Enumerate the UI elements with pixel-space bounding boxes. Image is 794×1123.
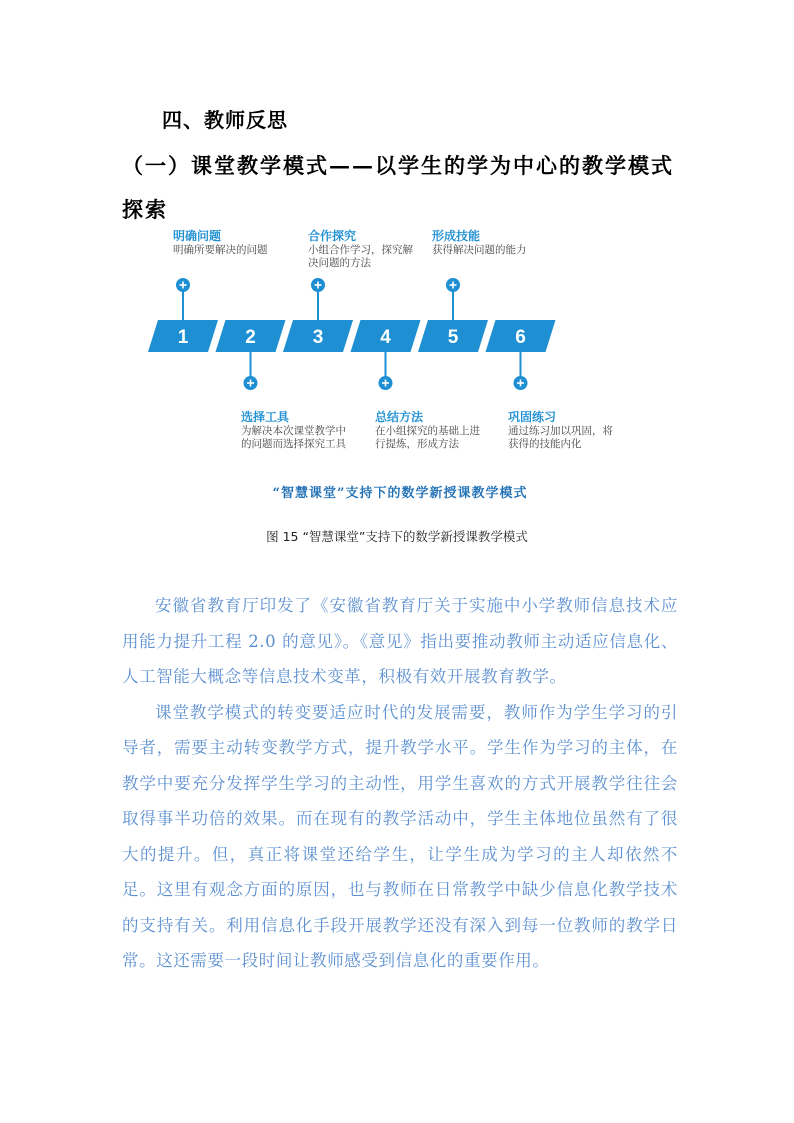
step-number: 5 xyxy=(447,327,459,348)
teaching-model-figure xyxy=(140,225,620,500)
figure-inner-title: “智慧课堂”支持下的数学新授课教学模式 xyxy=(272,486,528,501)
step-title: 巩固练习 xyxy=(508,410,557,424)
step-number: 1 xyxy=(177,327,189,348)
step-label-5 xyxy=(432,229,552,257)
step-label-1 xyxy=(173,229,293,257)
step-title: 选择工具 xyxy=(241,410,290,424)
step-title: 形成技能 xyxy=(432,229,481,243)
step-desc: 在小组探究的基础上进行提炼，形成方法 xyxy=(375,425,480,450)
step-number: 4 xyxy=(380,327,391,348)
subsection-heading: （一）课堂教学模式——以学生的学为中心的教学模式探索 xyxy=(122,153,674,222)
step-title: 合作探究 xyxy=(308,229,357,243)
figure-caption: 图 15 “智慧课堂”支持下的数学新授课教学模式 xyxy=(266,529,528,544)
step-number: 2 xyxy=(245,327,256,348)
step-label-3 xyxy=(308,229,418,270)
step-desc: 明确所要解决的问题 xyxy=(173,244,268,256)
step-desc: 通过练习加以巩固，将获得的技能内化 xyxy=(508,425,613,450)
body-text xyxy=(122,588,678,979)
paragraph: 课堂教学模式的转变要适应时代的发展需要，教师作为学生学习的引导者，需要主动转变教学方式，提升教学水平。学生作为学习的主体，在教学中要充分发挥学生学习的主动性，用学生喜欢的方式开展教学往往会取得事半功倍的效果。而在现有的教学活动中，学生主体地位虽然有了很大的提升。但，真正将课堂还给学生，让学生成为学习的主人却依然不足。这里有观念方面的原因，也与教师在日常教学中缺少信息化教学技术的支持有关。利用信息化手段开展教学还没有深入到每一位教师的教学日常。这还需要一段时间让教师感受到信息化的重要作用。 xyxy=(122,702,678,970)
paragraph: 安徽省教育厅印发了《安徽省教育厅关于实施中小学教师信息技术应用能力提升工程 2.0 的意见》。《意见》指出要推动教师主动适应信息化、人工智能大概念等信息技术变革，积极有效开展教育教学。 xyxy=(122,596,678,686)
step-label-6 xyxy=(508,410,618,451)
step-title: 总结方法 xyxy=(375,410,424,424)
step-desc: 小组合作学习，探究解决问题的方法 xyxy=(308,244,413,269)
step-title: 明确问题 xyxy=(173,229,222,243)
step-label-2 xyxy=(241,410,351,451)
step-number: 6 xyxy=(515,327,526,348)
step-number: 3 xyxy=(312,327,324,348)
step-desc: 获得解决问题的能力 xyxy=(432,244,527,256)
step-label-4 xyxy=(375,410,485,451)
step-desc: 为解决本次课堂教学中的问题而选择探究工具 xyxy=(241,425,346,450)
section-heading: 四、教师反思 xyxy=(162,108,288,132)
